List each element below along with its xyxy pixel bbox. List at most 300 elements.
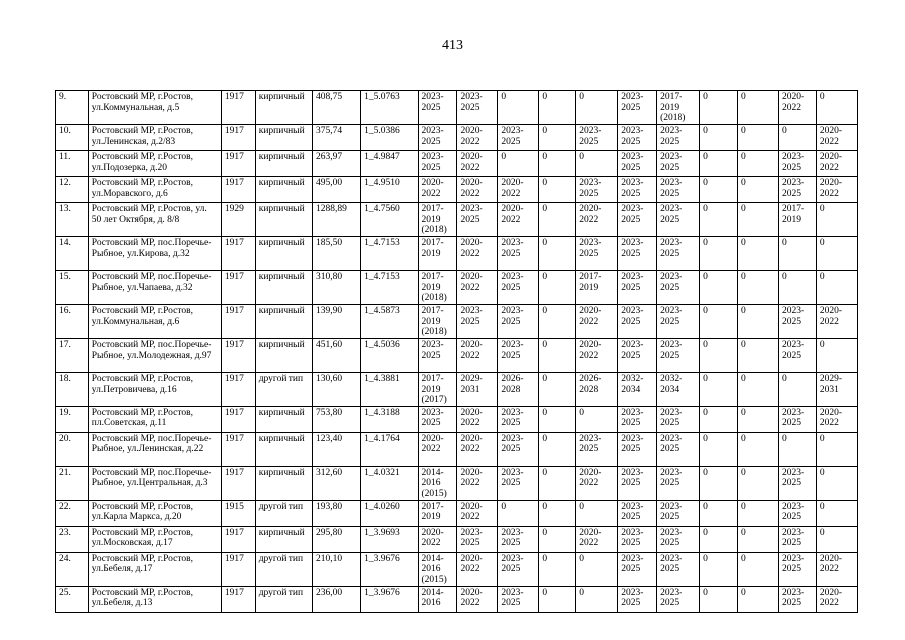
area-cell: 139,90: [313, 305, 361, 339]
registry-code-cell: 1_3.9693: [361, 526, 418, 552]
registry-code-cell: 1_4.0260: [361, 500, 418, 526]
period-roof-cell: 2023- 2025: [418, 91, 457, 125]
registry-code-cell: 1_4.7560: [361, 203, 418, 237]
period-foundation-cell: 2020- 2022: [498, 177, 539, 203]
period-power-cell: 0: [738, 339, 779, 373]
wall-material-cell: кирпичный: [255, 151, 312, 177]
registry-code-cell: 1_4.3188: [361, 406, 418, 432]
period-elevator-cell: 0: [539, 586, 576, 612]
period-basement-cell: 0: [576, 91, 618, 125]
period-gas-cell: 0: [700, 177, 738, 203]
period-sewer-cell: 2023- 2025: [779, 586, 817, 612]
period-foundation-cell: 2023- 2025: [498, 466, 539, 500]
period-other-cell: 0: [816, 203, 857, 237]
row-number-cell: 9.: [56, 91, 89, 125]
period-power-cell: 0: [738, 237, 779, 271]
period-elevator-cell: 0: [539, 373, 576, 407]
period-gas-cell: 0: [700, 373, 738, 407]
period-water-cell: 2023- 2025: [657, 500, 700, 526]
wall-material-cell: кирпичный: [255, 271, 312, 305]
wall-material-cell: кирпичный: [255, 526, 312, 552]
period-gas-cell: 0: [700, 500, 738, 526]
period-facade-cell: 2020- 2022: [457, 271, 498, 305]
period-other-cell: 0: [816, 271, 857, 305]
period-roof-cell: 2017- 2019 (2018): [418, 305, 457, 339]
table-row: [56, 237, 858, 271]
period-other-cell: 2020- 2022: [816, 305, 857, 339]
period-water-cell: 2023- 2025: [657, 177, 700, 203]
period-gas-cell: 0: [700, 125, 738, 151]
wall-material-cell: кирпичный: [255, 91, 312, 125]
registry-code-cell: 1_4.1764: [361, 432, 418, 466]
period-other-cell: 2020- 2022: [816, 552, 857, 586]
period-heating-cell: 2023- 2025: [618, 125, 657, 151]
period-sewer-cell: 0: [779, 271, 817, 305]
period-heating-cell: 2023- 2025: [618, 432, 657, 466]
period-heating-cell: 2023- 2025: [618, 500, 657, 526]
period-heating-cell: 2023- 2025: [618, 339, 657, 373]
row-number-cell: 20.: [56, 432, 89, 466]
period-water-cell: 2023- 2025: [657, 151, 700, 177]
period-facade-cell: 2023- 2025: [457, 526, 498, 552]
period-basement-cell: 0: [576, 552, 618, 586]
year-built-cell: 1929: [221, 203, 255, 237]
period-water-cell: 2023- 2025: [657, 271, 700, 305]
page-number: 413: [442, 38, 463, 53]
registry-code-cell: 1_3.9676: [361, 586, 418, 612]
address-cell: Ростовский МР, г.Ростов, пл.Советская, д.11: [88, 406, 221, 432]
period-other-cell: 2020- 2022: [816, 586, 857, 612]
period-other-cell: 2020- 2022: [816, 125, 857, 151]
area-cell: 263,97: [313, 151, 361, 177]
address-cell: Ростовский МР, г.Ростов, ул.Коммунальная, д.5: [88, 91, 221, 125]
period-basement-cell: 2023- 2025: [576, 237, 618, 271]
period-heating-cell: 2032- 2034: [618, 373, 657, 407]
wall-material-cell: кирпичный: [255, 432, 312, 466]
period-elevator-cell: 0: [539, 151, 576, 177]
period-water-cell: 2023- 2025: [657, 586, 700, 612]
period-power-cell: 0: [738, 500, 779, 526]
period-other-cell: 2029- 2031: [816, 373, 857, 407]
year-built-cell: 1917: [221, 151, 255, 177]
registry-code-cell: 1_4.5036: [361, 339, 418, 373]
period-basement-cell: 2020- 2022: [576, 466, 618, 500]
period-gas-cell: 0: [700, 91, 738, 125]
registry-code-cell: 1_4.9847: [361, 151, 418, 177]
period-foundation-cell: 2023- 2025: [498, 586, 539, 612]
period-power-cell: 0: [738, 432, 779, 466]
address-cell: Ростовский МР, г.Ростов, ул.Моравского, д.6: [88, 177, 221, 203]
period-roof-cell: 2023- 2025: [418, 406, 457, 432]
table-row: [56, 552, 858, 586]
wall-material-cell: другой тип: [255, 500, 312, 526]
wall-material-cell: кирпичный: [255, 406, 312, 432]
period-facade-cell: 2020- 2022: [457, 125, 498, 151]
period-basement-cell: 0: [576, 406, 618, 432]
wall-material-cell: кирпичный: [255, 203, 312, 237]
period-other-cell: 2020- 2022: [816, 177, 857, 203]
area-cell: 193,80: [313, 500, 361, 526]
area-cell: 310,80: [313, 271, 361, 305]
period-facade-cell: 2020- 2022: [457, 586, 498, 612]
registry-code-cell: 1_4.3881: [361, 373, 418, 407]
period-other-cell: 2020- 2022: [816, 406, 857, 432]
address-cell: Ростовский МР, пос.Поречье-Рыбное, ул.Молодежная, д.97: [88, 339, 221, 373]
period-gas-cell: 0: [700, 339, 738, 373]
area-cell: 210,10: [313, 552, 361, 586]
registry-code-cell: 1_3.9676: [361, 552, 418, 586]
address-cell: Ростовский МР, пос.Поречье-Рыбное, ул.Чапаева, д.32: [88, 271, 221, 305]
period-roof-cell: 2020- 2022: [418, 177, 457, 203]
period-gas-cell: 0: [700, 151, 738, 177]
period-power-cell: 0: [738, 526, 779, 552]
period-facade-cell: 2020- 2022: [457, 432, 498, 466]
year-built-cell: 1917: [221, 552, 255, 586]
period-other-cell: 0: [816, 432, 857, 466]
period-sewer-cell: 2023- 2025: [779, 305, 817, 339]
period-facade-cell: 2023- 2025: [457, 203, 498, 237]
row-number-cell: 14.: [56, 237, 89, 271]
housing-register-table: [55, 90, 858, 613]
area-cell: 753,80: [313, 406, 361, 432]
wall-material-cell: другой тип: [255, 552, 312, 586]
year-built-cell: 1917: [221, 305, 255, 339]
period-foundation-cell: 2023- 2025: [498, 339, 539, 373]
year-built-cell: 1917: [221, 339, 255, 373]
period-water-cell: 2023- 2025: [657, 339, 700, 373]
area-cell: 123,40: [313, 432, 361, 466]
year-built-cell: 1917: [221, 237, 255, 271]
period-heating-cell: 2023- 2025: [618, 203, 657, 237]
period-elevator-cell: 0: [539, 305, 576, 339]
period-power-cell: 0: [738, 203, 779, 237]
address-cell: Ростовский МР, г.Ростов, ул.Ленинская, д.2/83: [88, 125, 221, 151]
row-number-cell: 10.: [56, 125, 89, 151]
row-number-cell: 13.: [56, 203, 89, 237]
period-facade-cell: 2020- 2022: [457, 237, 498, 271]
area-cell: 1288,89: [313, 203, 361, 237]
table-row: [56, 271, 858, 305]
period-water-cell: 2023- 2025: [657, 237, 700, 271]
table-row: [56, 500, 858, 526]
period-water-cell: 2023- 2025: [657, 203, 700, 237]
period-power-cell: 0: [738, 552, 779, 586]
period-roof-cell: 2017- 2019 (2017): [418, 373, 457, 407]
table-row: [56, 586, 858, 612]
period-foundation-cell: 2023- 2025: [498, 526, 539, 552]
period-sewer-cell: 2023- 2025: [779, 406, 817, 432]
period-basement-cell: 0: [576, 586, 618, 612]
period-sewer-cell: 2020- 2022: [779, 91, 817, 125]
period-foundation-cell: 2026- 2028: [498, 373, 539, 407]
period-elevator-cell: 0: [539, 466, 576, 500]
wall-material-cell: кирпичный: [255, 177, 312, 203]
row-number-cell: 23.: [56, 526, 89, 552]
period-heating-cell: 2023- 2025: [618, 552, 657, 586]
year-built-cell: 1917: [221, 586, 255, 612]
year-built-cell: 1917: [221, 373, 255, 407]
area-cell: 312,60: [313, 466, 361, 500]
registry-code-cell: 1_4.9510: [361, 177, 418, 203]
period-elevator-cell: 0: [539, 125, 576, 151]
period-facade-cell: 2029- 2031: [457, 373, 498, 407]
period-basement-cell: 2020- 2022: [576, 339, 618, 373]
period-water-cell: 2023- 2025: [657, 552, 700, 586]
period-power-cell: 0: [738, 373, 779, 407]
period-heating-cell: 2023- 2025: [618, 237, 657, 271]
address-cell: Ростовский МР, г.Ростов, ул.Коммунальная, д.6: [88, 305, 221, 339]
year-built-cell: 1917: [221, 432, 255, 466]
row-number-cell: 24.: [56, 552, 89, 586]
address-cell: Ростовский МР, г.Ростов, ул.Подозерка, д.20: [88, 151, 221, 177]
period-gas-cell: 0: [700, 432, 738, 466]
period-water-cell: 2023- 2025: [657, 526, 700, 552]
period-sewer-cell: 2023- 2025: [779, 177, 817, 203]
period-basement-cell: 2017- 2019: [576, 271, 618, 305]
row-number-cell: 19.: [56, 406, 89, 432]
row-number-cell: 22.: [56, 500, 89, 526]
table-row: [56, 151, 858, 177]
year-built-cell: 1917: [221, 466, 255, 500]
period-power-cell: 0: [738, 125, 779, 151]
period-elevator-cell: 0: [539, 432, 576, 466]
wall-material-cell: кирпичный: [255, 237, 312, 271]
registry-code-cell: 1_4.5873: [361, 305, 418, 339]
row-number-cell: 16.: [56, 305, 89, 339]
period-elevator-cell: 0: [539, 91, 576, 125]
period-other-cell: 0: [816, 339, 857, 373]
wall-material-cell: другой тип: [255, 586, 312, 612]
period-gas-cell: 0: [700, 271, 738, 305]
area-cell: 375,74: [313, 125, 361, 151]
period-gas-cell: 0: [700, 203, 738, 237]
period-power-cell: 0: [738, 305, 779, 339]
period-elevator-cell: 0: [539, 526, 576, 552]
table-row: [56, 305, 858, 339]
address-cell: Ростовский МР, пос.Поречье-Рыбное, ул.Кирова, д.32: [88, 237, 221, 271]
year-built-cell: 1917: [221, 177, 255, 203]
area-cell: 130,60: [313, 373, 361, 407]
period-sewer-cell: 2023- 2025: [779, 526, 817, 552]
period-roof-cell: 2023- 2025: [418, 339, 457, 373]
period-other-cell: 0: [816, 237, 857, 271]
period-roof-cell: 2014- 2016 (2015): [418, 552, 457, 586]
row-number-cell: 12.: [56, 177, 89, 203]
period-foundation-cell: 2020- 2022: [498, 203, 539, 237]
period-roof-cell: 2014- 2016 (2015): [418, 466, 457, 500]
table-row: [56, 91, 858, 125]
period-basement-cell: 0: [576, 151, 618, 177]
table-row: [56, 177, 858, 203]
period-heating-cell: 2023- 2025: [618, 466, 657, 500]
wall-material-cell: кирпичный: [255, 466, 312, 500]
period-power-cell: 0: [738, 466, 779, 500]
table-row: [56, 406, 858, 432]
period-gas-cell: 0: [700, 466, 738, 500]
period-heating-cell: 2023- 2025: [618, 177, 657, 203]
period-sewer-cell: 0: [779, 125, 817, 151]
table-row: [56, 373, 858, 407]
period-elevator-cell: 0: [539, 500, 576, 526]
period-power-cell: 0: [738, 406, 779, 432]
period-roof-cell: 2023- 2025: [418, 151, 457, 177]
registry-code-cell: 1_4.7153: [361, 271, 418, 305]
period-sewer-cell: 2023- 2025: [779, 552, 817, 586]
period-gas-cell: 0: [700, 305, 738, 339]
period-gas-cell: 0: [700, 552, 738, 586]
table-row: [56, 466, 858, 500]
period-other-cell: 0: [816, 526, 857, 552]
row-number-cell: 15.: [56, 271, 89, 305]
row-number-cell: 25.: [56, 586, 89, 612]
period-basement-cell: 2023- 2025: [576, 125, 618, 151]
wall-material-cell: кирпичный: [255, 305, 312, 339]
period-water-cell: 2017- 2019 (2018): [657, 91, 700, 125]
period-facade-cell: 2023- 2025: [457, 305, 498, 339]
area-cell: 295,80: [313, 526, 361, 552]
period-basement-cell: 2020- 2022: [576, 526, 618, 552]
period-elevator-cell: 0: [539, 203, 576, 237]
period-power-cell: 0: [738, 586, 779, 612]
period-heating-cell: 2023- 2025: [618, 151, 657, 177]
table-row: [56, 432, 858, 466]
row-number-cell: 17.: [56, 339, 89, 373]
period-basement-cell: 2026- 2028: [576, 373, 618, 407]
table-row: [56, 125, 858, 151]
period-heating-cell: 2023- 2025: [618, 526, 657, 552]
period-water-cell: 2023- 2025: [657, 406, 700, 432]
period-roof-cell: 2020- 2022: [418, 526, 457, 552]
period-foundation-cell: 2023- 2025: [498, 406, 539, 432]
period-sewer-cell: 0: [779, 237, 817, 271]
year-built-cell: 1917: [221, 526, 255, 552]
period-gas-cell: 0: [700, 526, 738, 552]
registry-code-cell: 1_5.0763: [361, 91, 418, 125]
period-elevator-cell: 0: [539, 237, 576, 271]
address-cell: Ростовский МР, г.Ростов, ул.Петровичева, д.16: [88, 373, 221, 407]
area-cell: 495,00: [313, 177, 361, 203]
row-number-cell: 18.: [56, 373, 89, 407]
address-cell: Ростовский МР, г.Ростов, ул.Московская, д.17: [88, 526, 221, 552]
address-cell: Ростовский МР, пос.Поречье-Рыбное, ул.Ленинская, д.22: [88, 432, 221, 466]
period-roof-cell: 2017- 2019: [418, 237, 457, 271]
area-cell: 236,00: [313, 586, 361, 612]
period-basement-cell: 2023- 2025: [576, 177, 618, 203]
period-facade-cell: 2020- 2022: [457, 552, 498, 586]
period-gas-cell: 0: [700, 406, 738, 432]
period-water-cell: 2023- 2025: [657, 305, 700, 339]
period-roof-cell: 2017- 2019: [418, 500, 457, 526]
period-foundation-cell: 2023- 2025: [498, 125, 539, 151]
period-sewer-cell: 2017- 2019: [779, 203, 817, 237]
wall-material-cell: кирпичный: [255, 125, 312, 151]
period-elevator-cell: 0: [539, 177, 576, 203]
period-heating-cell: 2023- 2025: [618, 271, 657, 305]
wall-material-cell: другой тип: [255, 373, 312, 407]
table-row: [56, 339, 858, 373]
year-built-cell: 1917: [221, 271, 255, 305]
area-cell: 185,50: [313, 237, 361, 271]
period-foundation-cell: 2023- 2025: [498, 305, 539, 339]
period-foundation-cell: 2023- 2025: [498, 552, 539, 586]
period-sewer-cell: 2023- 2025: [779, 339, 817, 373]
period-foundation-cell: 2023- 2025: [498, 432, 539, 466]
period-gas-cell: 0: [700, 237, 738, 271]
period-facade-cell: 2023- 2025: [457, 91, 498, 125]
period-sewer-cell: 0: [779, 373, 817, 407]
period-roof-cell: 2023- 2025: [418, 125, 457, 151]
period-water-cell: 2023- 2025: [657, 432, 700, 466]
period-other-cell: 0: [816, 466, 857, 500]
period-basement-cell: 2023- 2025: [576, 432, 618, 466]
area-cell: 451,60: [313, 339, 361, 373]
row-number-cell: 11.: [56, 151, 89, 177]
address-cell: Ростовский МР, пос.Поречье-Рыбное, ул.Центральная, д.3: [88, 466, 221, 500]
period-roof-cell: 2014- 2016: [418, 586, 457, 612]
address-cell: Ростовский МР, г.Ростов, ул.Карла Маркса, д.20: [88, 500, 221, 526]
registry-code-cell: 1_4.7153: [361, 237, 418, 271]
period-roof-cell: 2020- 2022: [418, 432, 457, 466]
period-gas-cell: 0: [700, 586, 738, 612]
year-built-cell: 1915: [221, 500, 255, 526]
registry-code-cell: 1_4.0321: [361, 466, 418, 500]
table-row: [56, 526, 858, 552]
period-foundation-cell: 0: [498, 91, 539, 125]
period-foundation-cell: 2023- 2025: [498, 237, 539, 271]
area-cell: 408,75: [313, 91, 361, 125]
period-facade-cell: 2020- 2022: [457, 339, 498, 373]
period-foundation-cell: 0: [498, 151, 539, 177]
period-water-cell: 2023- 2025: [657, 466, 700, 500]
period-power-cell: 0: [738, 151, 779, 177]
period-other-cell: 0: [816, 91, 857, 125]
year-built-cell: 1917: [221, 91, 255, 125]
period-elevator-cell: 0: [539, 406, 576, 432]
registry-code-cell: 1_5.0386: [361, 125, 418, 151]
period-sewer-cell: 2023- 2025: [779, 466, 817, 500]
period-foundation-cell: 0: [498, 500, 539, 526]
wall-material-cell: кирпичный: [255, 339, 312, 373]
period-facade-cell: 2020- 2022: [457, 177, 498, 203]
period-facade-cell: 2020- 2022: [457, 500, 498, 526]
period-other-cell: 0: [816, 500, 857, 526]
period-heating-cell: 2023- 2025: [618, 91, 657, 125]
period-water-cell: 2032- 2034: [657, 373, 700, 407]
period-foundation-cell: 2023- 2025: [498, 271, 539, 305]
period-elevator-cell: 0: [539, 552, 576, 586]
period-heating-cell: 2023- 2025: [618, 305, 657, 339]
period-elevator-cell: 0: [539, 271, 576, 305]
period-roof-cell: 2017- 2019 (2018): [418, 203, 457, 237]
period-sewer-cell: 2023- 2025: [779, 151, 817, 177]
row-number-cell: 21.: [56, 466, 89, 500]
period-basement-cell: 2020- 2022: [576, 305, 618, 339]
period-roof-cell: 2017- 2019 (2018): [418, 271, 457, 305]
address-cell: Ростовский МР, г.Ростов, ул.Бебеля, д.13: [88, 586, 221, 612]
period-facade-cell: 2020- 2022: [457, 151, 498, 177]
period-facade-cell: 2020- 2022: [457, 466, 498, 500]
period-elevator-cell: 0: [539, 339, 576, 373]
period-power-cell: 0: [738, 91, 779, 125]
address-cell: Ростовский МР, г.Ростов, ул.Бебеля, д.17: [88, 552, 221, 586]
period-water-cell: 2023- 2025: [657, 125, 700, 151]
period-facade-cell: 2020- 2022: [457, 406, 498, 432]
period-basement-cell: 0: [576, 500, 618, 526]
period-sewer-cell: 2023- 2025: [779, 500, 817, 526]
period-power-cell: 0: [738, 177, 779, 203]
period-power-cell: 0: [738, 271, 779, 305]
period-other-cell: 2020- 2022: [816, 151, 857, 177]
